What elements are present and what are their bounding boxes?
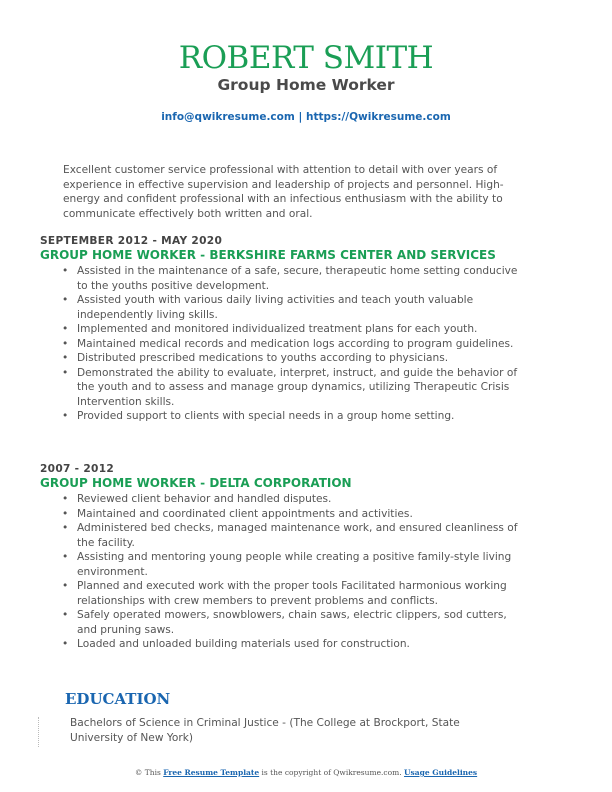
bullet-item: • Reviewed client behavior and handled disputes. [77, 492, 527, 507]
email-link[interactable]: info@qwikresume.com [161, 111, 295, 123]
job-heading: GROUP HOME WORKER - DELTA CORPORATION [40, 476, 352, 490]
job-title: Group Home Worker [217, 76, 395, 94]
education-heading: EDUCATION [65, 690, 171, 708]
job-heading: GROUP HOME WORKER - BERKSHIRE FARMS CENTER AND SERVICES [40, 248, 496, 262]
bullet-item: • Planned and executed work with the proper tools Facilitated harmonious working relationships with crew members to prevent problems and conflicts. [77, 579, 527, 608]
contact-line [0, 111, 612, 123]
usage-guidelines-link[interactable]: Usage Guidelines [404, 768, 478, 777]
free-template-link[interactable]: Free Resume Template [163, 768, 260, 777]
divider [38, 717, 39, 747]
separator: | [294, 111, 306, 123]
bullet-item: • Implemented and monitored individualized treatment plans for each youth. [77, 322, 527, 337]
website-link[interactable]: https://Qwikresume.com [305, 111, 451, 123]
bullet-item: • Administered bed checks, managed maintenance work, and ensured cleanliness of the facility. [77, 521, 527, 550]
summary: Excellent customer service professional with attention to detail with over years of experience in effective supervision and leadership of projects and personnel. High-energy and confident professional with an infectious enthusiasm with the ability to communicate effectively both written and oral. [63, 164, 504, 220]
bullet-item: • Demonstrated the ability to evaluate, interpret, instruct, and guide the behavior of the youth and to assess and manage group dynamics, utilizing Therapeutic Crisis Intervention skills. [77, 366, 527, 410]
education-entry: Bachelors of Science in Criminal Justice - (The College at Brockport, State University of New York) [70, 717, 460, 744]
job-date: 2007 - 2012 [40, 463, 115, 475]
job-bullets [40, 492, 560, 652]
bullet-item: • Distributed prescribed medications to youths according to physicians. [77, 351, 527, 366]
footer-text: © This [134, 768, 164, 777]
job-entry [40, 235, 560, 424]
bullet-item: • Maintained medical records and medication logs according to program guidelines. [77, 337, 527, 352]
bullet-item: • Loaded and unloaded building materials used for construction. [77, 637, 527, 652]
bullet-item: • Assisted youth with various daily living activities and teach youth valuable independently living skills. [77, 293, 527, 322]
footer [0, 768, 612, 777]
bullet-item: • Provided support to clients with special needs in a group home setting. [77, 409, 527, 424]
job-date: SEPTEMBER 2012 - MAY 2020 [40, 235, 223, 247]
bullet-item: • Assisting and mentoring young people while creating a positive family-style living environment. [77, 550, 527, 579]
bullet-item: • Safely operated mowers, snowblowers, chain saws, electric clippers, sod cutters, and pruning saws. [77, 608, 527, 637]
bullet-item: • Maintained and coordinated client appointments and activities. [77, 507, 527, 522]
job-bullets [40, 264, 560, 424]
footer-text: is the copyright of Qwikresume.com. [259, 768, 405, 777]
candidate-name: ROBERT SMITH [178, 40, 434, 76]
job-entry [40, 463, 560, 652]
bullet-item: • Assisted in the maintenance of a safe, secure, therapeutic home setting conducive to the youths positive development. [77, 264, 527, 293]
